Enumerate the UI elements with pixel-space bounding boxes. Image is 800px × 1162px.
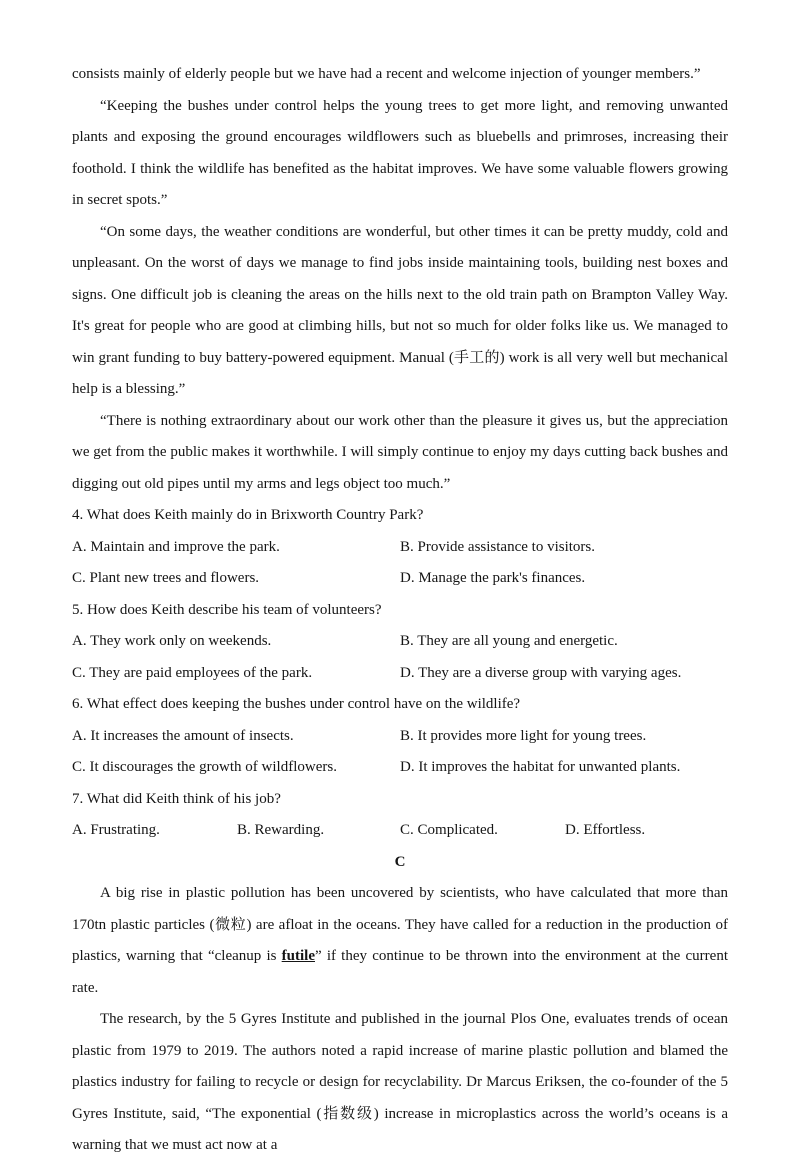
option-label: C. [72, 664, 86, 681]
option-label: D. [565, 822, 580, 838]
option-text: They work only on weekends. [90, 633, 272, 649]
passage-paragraph-weather: “On some days, the weather conditions are wonderful, but other times it can be pretty muddy, cold and unpleasant. On the worst of days we manage to find jobs inside maintaining tools, building nest boxes and signs. One difficult job is cleaning the areas on the hills next to the old train path on Brampton Valley Way. It's great for people who are good at climbing hills, but not so much for older folks like us. We managed to win grant funding to buy battery-powered equipment. Manual (手工的) work is all very well but mechanical help is a blessing.” [72, 223, 728, 397]
question-4-options [72, 532, 728, 595]
question-5-text: How does Keith describe his team of volunteers? [87, 601, 382, 618]
option-label: B. [400, 633, 414, 649]
question-4-option-a [72, 532, 400, 564]
option-text: It improves the habitat for unwanted plants. [418, 759, 681, 775]
question-6-option-d [400, 752, 728, 784]
option-text: It discourages the growth of wildflowers. [89, 759, 337, 775]
question-4-number: 4. [72, 507, 84, 523]
question-6-option-a [72, 721, 400, 753]
option-text: They are paid employees of the park. [89, 664, 313, 681]
option-label: D. [400, 759, 415, 775]
question-7 [72, 784, 728, 816]
option-text: They are a diverse group with varying ages. [418, 664, 682, 681]
question-7-number: 7. [72, 790, 84, 807]
option-text: It provides more light for young trees. [417, 727, 647, 744]
option-label: A. [72, 538, 87, 555]
question-5-option-c [72, 658, 400, 690]
option-label: D. [400, 570, 415, 586]
option-label: B. [237, 822, 251, 838]
section-c-paragraph-2: The research, by the 5 Gyres Institute and published in the journal Plos One, evaluates trends of ocean plastic from 1979 to 2019. The authors noted a rapid increase of marine plastic pollution and blamed the plastics industry for failing to recycle or design for recyclability. Dr Marcus Eriksen, the co-founder of the 5 Gyres Institute, said, “The exponential (指数级) increase in microplastics across the world’s oceans is a warning that we must act now at a [72, 1011, 728, 1153]
question-5-number: 5. [72, 601, 84, 618]
option-text: It increases the amount of insects. [90, 727, 294, 744]
futile-underlined-word: futile [281, 948, 315, 964]
paragraph-text-after-futile: ” if they continue to be thrown into the environment at the current rate. [72, 948, 728, 996]
passage-continuation-line: consists mainly of elderly people but we have had a recent and welcome injection of younger members.” [72, 66, 701, 82]
option-text: Rewarding. [254, 822, 325, 838]
question-4-text: What does Keith mainly do in Brixworth Country Park? [86, 507, 424, 523]
option-label: A. [72, 727, 87, 744]
question-7-option-c [400, 815, 565, 847]
question-5-option-a [72, 626, 400, 658]
section-c-paragraph-1 [72, 878, 728, 1004]
option-label: C. [400, 822, 414, 838]
section-c-heading: C [394, 853, 406, 870]
question-7-option-b [237, 815, 400, 847]
option-text: Complicated. [417, 822, 498, 838]
passage-paragraph-keeping-bushes: “Keeping the bushes under control helps the young trees to get more light, and removing unwanted plants and exposing the ground encourages wildflowers such as bluebells and primroses, increasing their foothold. I think the wildlife has benefited as the habitat improves. We have some valuable flowers growing in secret spots.” [72, 97, 728, 208]
question-6 [72, 689, 728, 721]
option-text: They are all young and energetic. [417, 633, 618, 649]
question-7-option-d [565, 815, 728, 847]
question-6-text: What effect does keeping the bushes under control have on the wildlife? [86, 696, 521, 712]
option-label: A. [72, 822, 87, 838]
option-text: Manage the park's finances. [418, 570, 586, 586]
question-7-options [72, 815, 728, 847]
option-label: C. [72, 759, 86, 775]
option-label: B. [400, 538, 414, 555]
question-7-option-a [72, 815, 237, 847]
paragraph-text-before-futile: A big rise in plastic pollution has been uncovered by scientists, who have calculated that more than 170tn plastic particles (微粒) are afloat in the oceans. They have called for a reduction in the production of plastics, warning that “cleanup is [72, 885, 728, 964]
option-text: Maintain and improve the park. [90, 538, 280, 555]
option-label: A. [72, 633, 87, 649]
question-5-option-b [400, 626, 728, 658]
question-5-options [72, 626, 728, 689]
option-text: Frustrating. [90, 822, 160, 838]
question-4 [72, 500, 728, 532]
question-6-option-c [72, 752, 400, 784]
question-7-text: What did Keith think of his job? [86, 790, 281, 807]
question-6-options [72, 721, 728, 784]
option-label: C. [72, 570, 86, 586]
option-text: Plant new trees and flowers. [89, 570, 260, 586]
option-text: Effortless. [583, 822, 646, 838]
question-4-option-c [72, 563, 400, 595]
option-text: Provide assistance to visitors. [417, 538, 595, 555]
option-label: B. [400, 727, 414, 744]
question-6-option-b [400, 721, 728, 753]
question-4-option-b [400, 532, 728, 564]
question-5 [72, 595, 728, 627]
option-label: D. [400, 664, 415, 681]
passage-paragraph-nothing-extraordinary: “There is nothing extraordinary about our work other than the pleasure it gives us, but the appreciation we get from the public makes it worthwhile. I will simply continue to enjoy my days cutting back bushes and digging out old pipes until my arms and legs object too much.” [72, 412, 728, 492]
question-5-option-d [400, 658, 728, 690]
question-4-option-d [400, 563, 728, 595]
question-6-number: 6. [72, 696, 84, 712]
